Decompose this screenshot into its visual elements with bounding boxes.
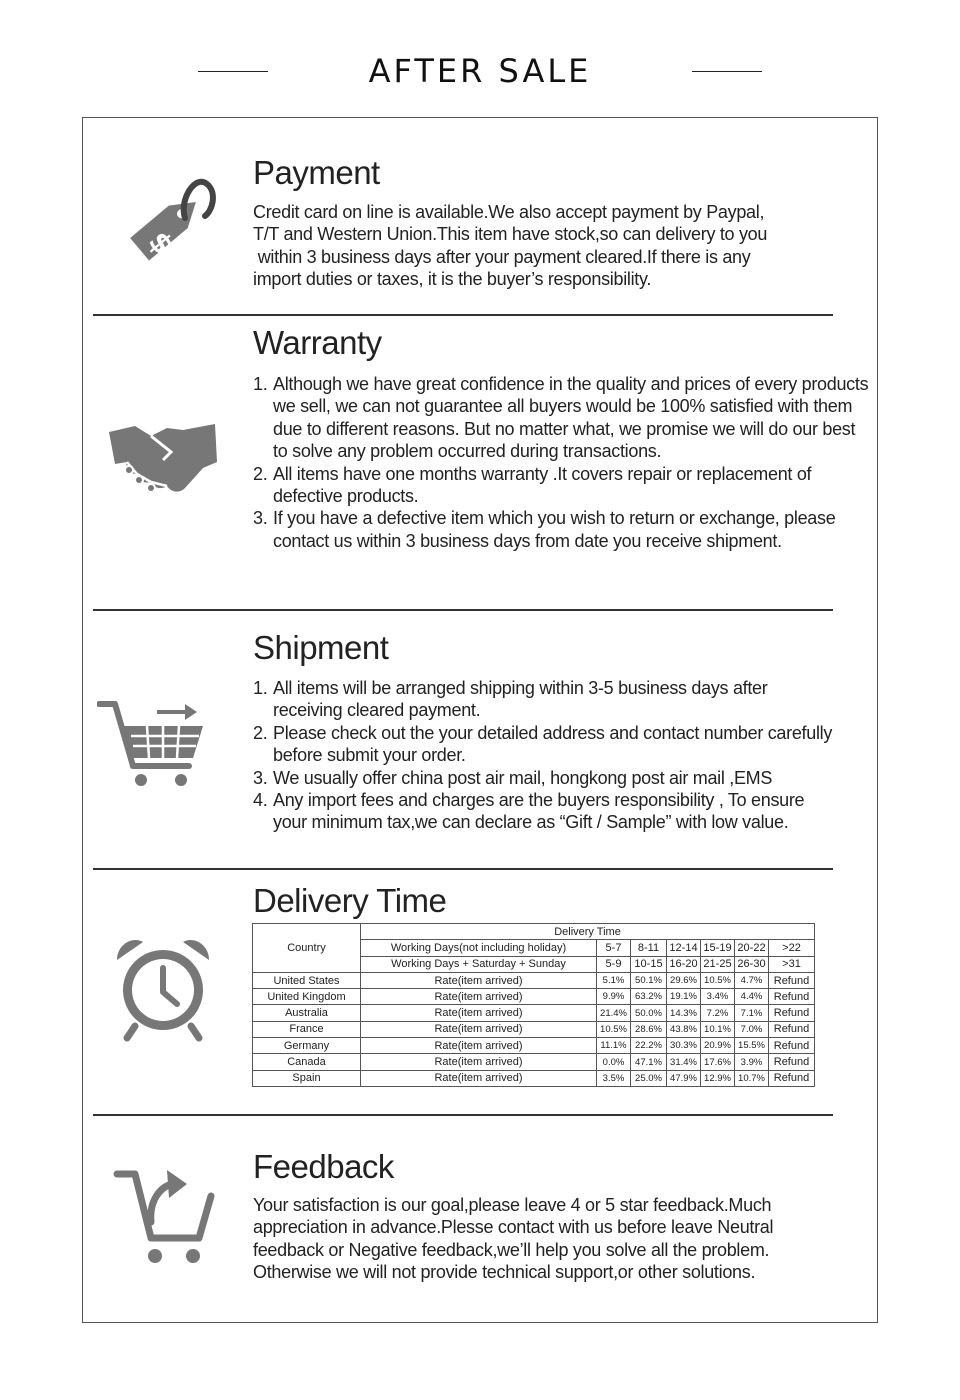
table-row: Germany Rate(item arrived) 11.1% 22.2% 30.3% 20.9% 15.5% Refund (253, 1038, 815, 1054)
svg-text:$: $ (142, 224, 180, 262)
table-row: Working Days + Saturday + Sunday 5-9 10-15 16-20 21-25 26-30 >31 (253, 956, 815, 972)
payment-title: Payment (253, 154, 380, 191)
cart-return-icon (111, 1166, 215, 1266)
table-header-delivery-time: Delivery Time (361, 924, 815, 940)
table-row: Spain Rate(item arrived) 3.5% 25.0% 47.9% 12.9% 10.7% Refund (253, 1070, 815, 1086)
payment-line: T/T and Western Union.This item have stock,so can delivery to you (253, 224, 768, 245)
payment-line: within 3 business days after your payment cleared.If there is any (253, 246, 751, 267)
list-item: 1. Although we have great confidence in the quality and prices of every products we sell, we can not guarantee all buyers would be 100% satisfied with them due to different reasons. But no matter what, we promise we will do our best to solve any problem occurred during transactions. (253, 374, 869, 462)
page-header (0, 52, 960, 92)
table-row: Working Days(not including holiday) 5-7 8-11 12-14 15-19 20-22 >22 (253, 940, 815, 956)
delivery-time-table (252, 923, 815, 1087)
feedback-line: appreciation in advance.Plesse contact with us before leave Neutral (253, 1217, 774, 1238)
list-item: 3. We usually offer china post air mail, hongkong post air mail ,EMS (253, 767, 773, 788)
price-tag-dollar-icon (107, 170, 219, 282)
section-divider (93, 1114, 833, 1116)
feedback-line: Your satisfaction is our goal,please leave 4 or 5 star feedback.Much (253, 1195, 772, 1215)
section-divider (93, 314, 833, 316)
page-title: AFTER SALE (368, 52, 592, 90)
list-item: 3. If you have a defective item which you wish to return or exchange, please contact us within 3 business days from date you receive shipment. (253, 508, 836, 551)
section-divider (93, 868, 833, 870)
shipment-list (253, 677, 833, 834)
payment-line: Credit card on line is available.We also accept payment by Paypal, (253, 202, 765, 222)
payment-line: import duties or taxes, it is the buyer’s responsibility. (253, 269, 652, 290)
table-row: France Rate(item arrived) 10.5% 28.6% 43.8% 10.1% 7.0% Refund (253, 1021, 815, 1037)
list-item: 1. All items will be arranged shipping within 3-5 business days after receiving cleared payment. (253, 678, 768, 721)
list-item: 2. All items have one months warranty .It covers repair or replacement of defective products. (253, 463, 812, 507)
header-rule-right (692, 71, 762, 72)
table-row: United Kingdom Rate(item arrived) 9.9% 63.2% 19.1% 3.4% 4.4% Refund (253, 989, 815, 1005)
alarm-clock-icon (113, 934, 213, 1042)
delivery-title: Delivery Time (253, 882, 447, 919)
after-sale-panel (82, 117, 878, 1323)
list-item: 4. Any import fees and charges are the buyers responsibility , To ensure your minimum tax,we can declare as “Gift / Sample” with low value. (253, 790, 805, 833)
feedback-title: Feedback (253, 1148, 394, 1185)
table-row: Australia Rate(item arrived) 21.4% 50.0% 14.3% 7.2% 7.1% Refund (253, 1005, 815, 1021)
list-item: 2. Please check out the your detailed address and contact number carefully before submit your order. (253, 722, 833, 766)
table-header-country: Country (253, 924, 361, 973)
handshake-icon (107, 418, 219, 498)
feedback-line: Otherwise we will not provide technical support,or other solutions. (253, 1262, 756, 1283)
warranty-list (253, 373, 873, 552)
shipment-title: Shipment (253, 629, 389, 666)
table-row: United States Rate(item arrived) 5.1% 50.1% 29.6% 10.5% 4.7% Refund (253, 972, 815, 988)
feedback-text (253, 1194, 863, 1284)
section-divider (93, 609, 833, 611)
shopping-cart-arrow-icon (97, 696, 209, 792)
feedback-line: feedback or Negative feedback,we’ll help you solve all the problem. (253, 1239, 770, 1260)
table-row: Canada Rate(item arrived) 0.0% 47.1% 31.4% 17.6% 3.9% Refund (253, 1054, 815, 1070)
warranty-title: Warranty (253, 324, 382, 361)
payment-text (253, 201, 853, 291)
